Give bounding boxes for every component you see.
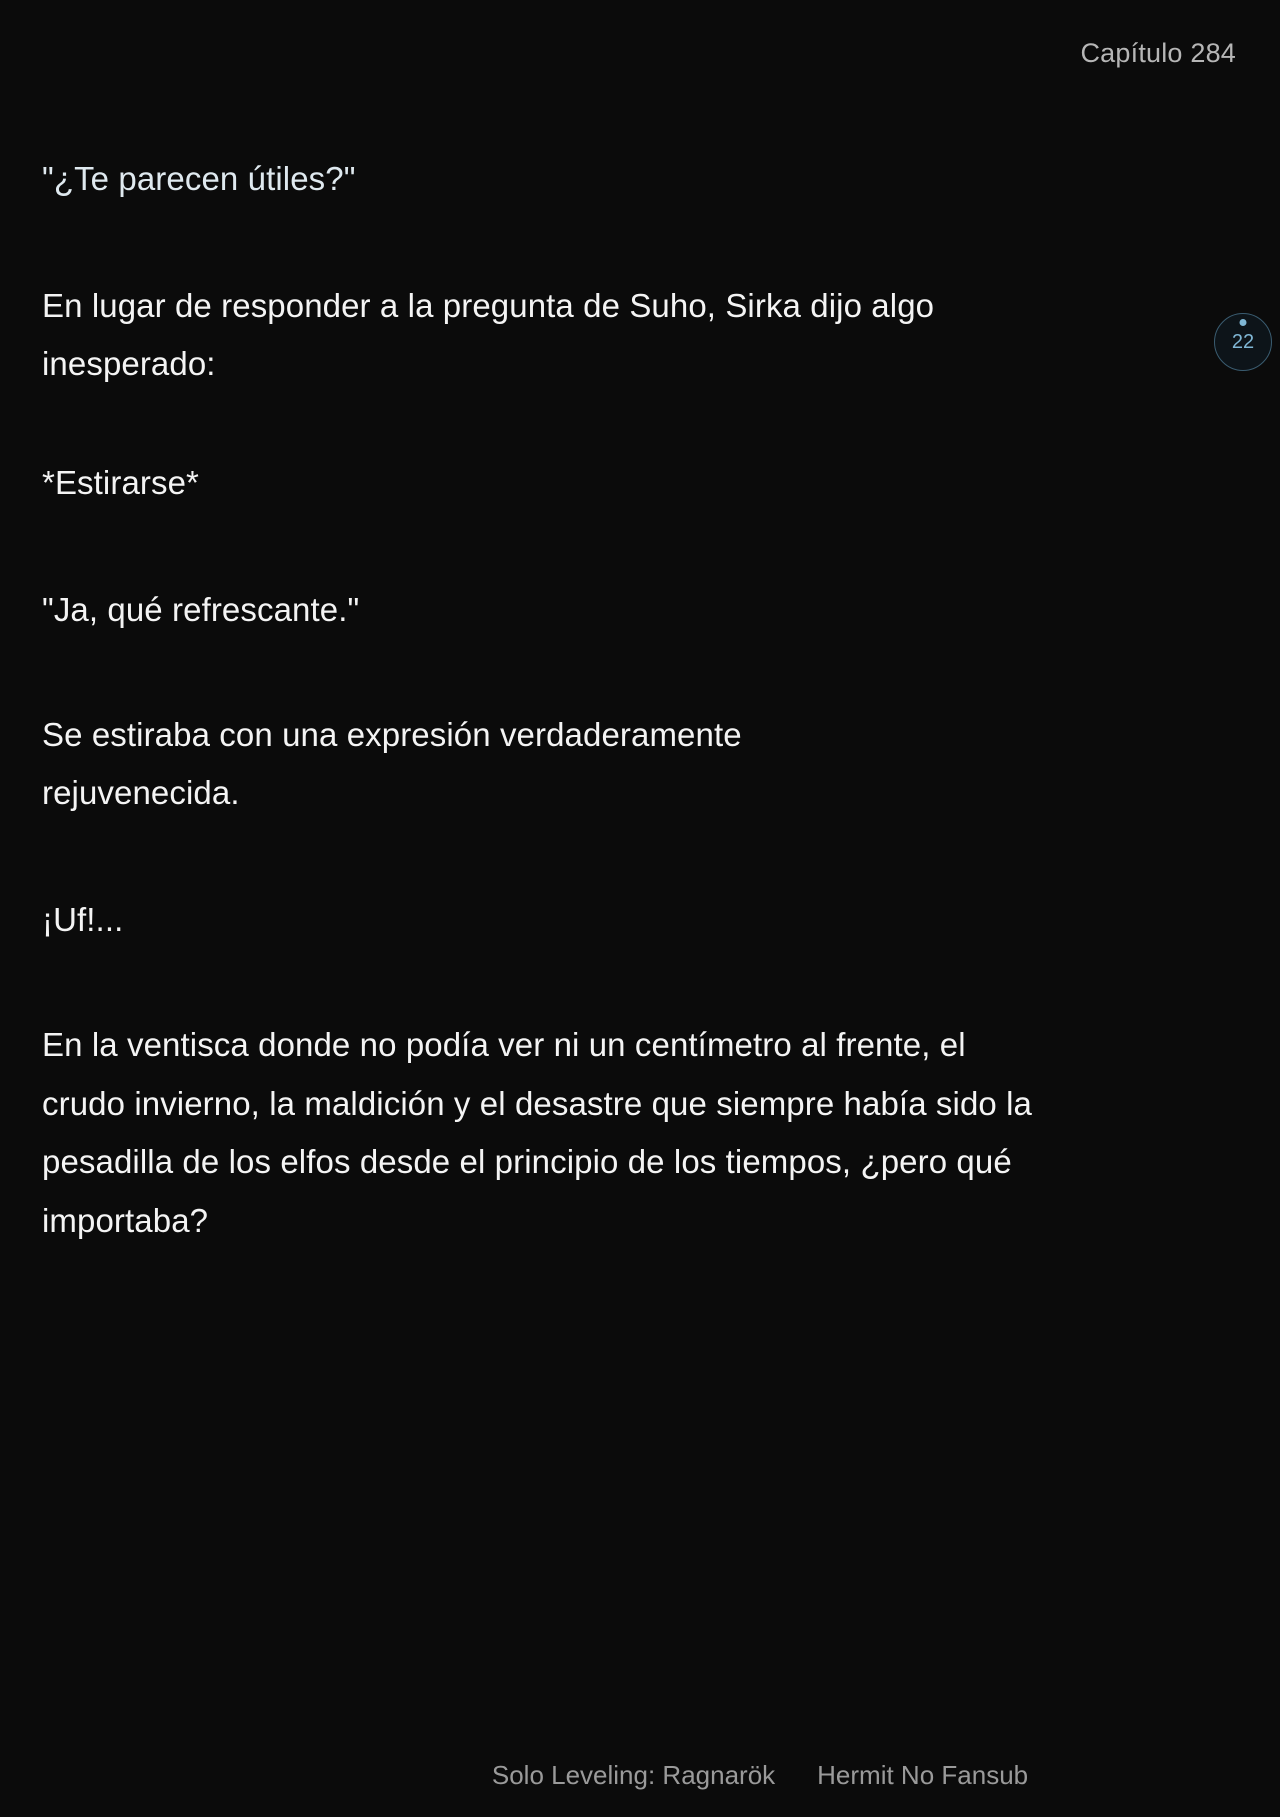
chapter-text-body <box>42 150 1202 1251</box>
paragraph: "¿Te parecen útiles?" <box>42 160 356 197</box>
fansub-group: Hermit No Fansub <box>817 1760 1029 1790</box>
paragraph: Se estiraba con una expresión verdaderamente rejuvenecida. <box>42 715 742 812</box>
paragraph: *Estirarse* <box>42 464 199 502</box>
paragraph: En lugar de responder a la pregunta de Suho, Sirka dijo algo inesperado: <box>42 286 935 383</box>
series-title: Solo Leveling: Ragnarök <box>491 1760 776 1790</box>
paragraph: En la ventisca donde no podía ver ni un centímetro al frente, el crudo invierno, la maldición y el desastre que siempre había sido la pesadilla de los elfos desde el principio de los tiempos, ¿pero qué importaba? <box>42 1025 1032 1240</box>
page-progress-badge[interactable] <box>1214 313 1272 371</box>
footer-credits <box>0 1760 1280 1791</box>
paragraph: ¡Uf!... <box>42 901 124 939</box>
badge-dot-icon <box>1240 319 1247 326</box>
paragraph: "Ja, qué refrescante." <box>42 590 360 628</box>
chapter-label: Capítulo 284 <box>1080 38 1236 68</box>
page-progress-value: 22 <box>1231 330 1255 353</box>
